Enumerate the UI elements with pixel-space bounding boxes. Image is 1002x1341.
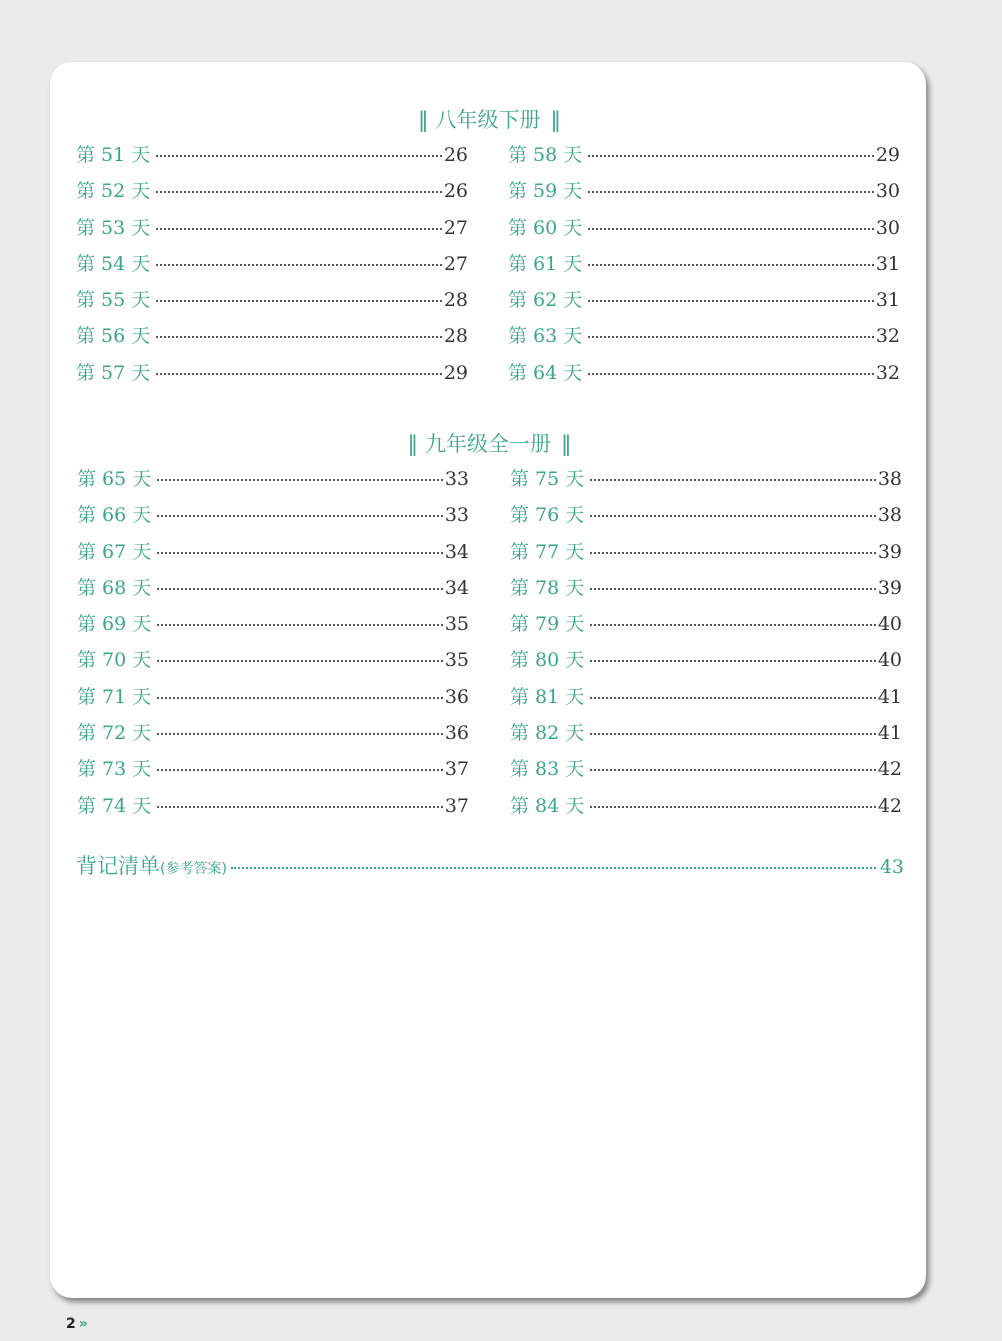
page-number: 32 bbox=[875, 325, 900, 348]
toc-entry[interactable] bbox=[76, 249, 468, 285]
entry-label: 第 76 天 bbox=[510, 504, 585, 527]
leader-dots bbox=[156, 373, 442, 375]
leader-dots bbox=[157, 806, 443, 808]
entry-label: 第 55 天 bbox=[76, 289, 151, 312]
page-number: 34 bbox=[444, 540, 469, 563]
leader-dots bbox=[157, 624, 443, 626]
toc-entry[interactable] bbox=[510, 682, 902, 718]
leader-dots bbox=[156, 191, 442, 193]
page-number: 39 bbox=[877, 576, 902, 599]
leader-dots bbox=[590, 733, 876, 735]
entry-label: 第 69 天 bbox=[77, 613, 152, 636]
entry-label: 第 59 天 bbox=[508, 180, 583, 203]
page-number: 41 bbox=[877, 722, 902, 745]
recitation-label: 背记清单 bbox=[76, 854, 160, 878]
leader-dots bbox=[156, 228, 442, 230]
entry-label: 第 68 天 bbox=[77, 576, 152, 599]
entry-label: 第 53 天 bbox=[76, 216, 151, 239]
toc-card bbox=[50, 62, 926, 1298]
toc-entry[interactable] bbox=[77, 682, 469, 718]
page-number: 26 bbox=[443, 144, 468, 166]
leader-dots bbox=[156, 336, 442, 338]
title-bar-icon: ‖ bbox=[550, 108, 558, 132]
toc-entry[interactable] bbox=[508, 321, 900, 357]
entry-label: 第 57 天 bbox=[76, 361, 151, 384]
entry-label: 第 65 天 bbox=[77, 468, 152, 490]
entry-label: 第 56 天 bbox=[76, 325, 151, 348]
entry-label: 第 61 天 bbox=[508, 252, 583, 275]
page-number: 34 bbox=[444, 576, 469, 599]
page-number: 37 bbox=[444, 758, 469, 781]
entry-label: 第 82 天 bbox=[510, 722, 585, 745]
footer bbox=[66, 1316, 88, 1332]
entry-label: 第 67 天 bbox=[77, 540, 152, 563]
page-number: 30 bbox=[875, 180, 900, 203]
footer-page-number: 2 bbox=[66, 1316, 76, 1332]
entry-label: 第 71 天 bbox=[77, 685, 152, 708]
section-title-grade9: ‖ 九年级全一册 ‖ bbox=[407, 432, 569, 456]
toc-entry[interactable] bbox=[510, 573, 902, 609]
toc-entry[interactable] bbox=[510, 464, 902, 500]
entry-label: 第 51 天 bbox=[76, 144, 151, 166]
entry-label: 第 63 天 bbox=[508, 325, 583, 348]
page-number: 31 bbox=[875, 252, 900, 275]
leader-dots bbox=[590, 515, 876, 517]
page-number: 27 bbox=[443, 252, 468, 275]
entry-label: 第 83 天 bbox=[510, 758, 585, 781]
toc-entry[interactable] bbox=[510, 537, 902, 573]
entry-label: 第 75 天 bbox=[510, 468, 585, 490]
leader-dots bbox=[588, 336, 874, 338]
page-number: 39 bbox=[877, 540, 902, 563]
toc-entry[interactable] bbox=[76, 358, 468, 394]
leader-dots bbox=[157, 588, 443, 590]
page-number: 28 bbox=[443, 325, 468, 348]
leader-dots bbox=[590, 697, 876, 699]
toc-entry[interactable] bbox=[76, 140, 468, 176]
toc-entry[interactable] bbox=[508, 213, 900, 249]
toc-entry[interactable] bbox=[77, 718, 469, 754]
leader-dots bbox=[590, 769, 876, 771]
toc-entry[interactable] bbox=[508, 358, 900, 394]
title-bar-icon: ‖ bbox=[561, 432, 569, 456]
toc-entry[interactable] bbox=[508, 140, 900, 176]
page-number: 38 bbox=[877, 504, 902, 527]
page-number: 29 bbox=[443, 361, 468, 384]
page-number: 33 bbox=[444, 504, 469, 527]
toc-entry[interactable] bbox=[76, 285, 468, 321]
leader-dots bbox=[588, 228, 874, 230]
entry-label: 第 54 天 bbox=[76, 252, 151, 275]
toc-entry[interactable] bbox=[510, 645, 902, 681]
leader-dots bbox=[157, 660, 443, 662]
page-number: 29 bbox=[875, 144, 900, 166]
entry-label: 第 78 天 bbox=[510, 576, 585, 599]
page-number: 32 bbox=[875, 361, 900, 384]
entry-label: 第 80 天 bbox=[510, 649, 585, 672]
page-number: 43 bbox=[879, 856, 904, 878]
page-number: 40 bbox=[877, 649, 902, 672]
page-number: 42 bbox=[877, 758, 902, 781]
leader-dots bbox=[157, 479, 443, 481]
section-title-grade8: ‖ 八年级下册 ‖ bbox=[418, 108, 558, 132]
entry-label: 第 60 天 bbox=[508, 216, 583, 239]
page-number: 27 bbox=[443, 216, 468, 239]
leader-dots bbox=[588, 373, 874, 375]
leader-dots bbox=[590, 806, 876, 808]
page-number: 42 bbox=[877, 794, 902, 817]
toc-entry[interactable] bbox=[76, 176, 468, 212]
page-number: 36 bbox=[444, 685, 469, 708]
page-number: 35 bbox=[444, 613, 469, 636]
toc-entry[interactable] bbox=[77, 464, 469, 500]
toc-column-left bbox=[77, 464, 469, 827]
entry-label: 第 52 天 bbox=[76, 180, 151, 203]
title-bar-icon: ‖ bbox=[407, 432, 415, 456]
toc-entry[interactable] bbox=[77, 645, 469, 681]
entry-label: 第 64 天 bbox=[508, 361, 583, 384]
page-number: 41 bbox=[877, 685, 902, 708]
toc-entry[interactable] bbox=[510, 791, 902, 827]
toc-entry[interactable] bbox=[77, 791, 469, 827]
leader-dots bbox=[588, 191, 874, 193]
entry-label: 第 58 天 bbox=[508, 144, 583, 166]
toc-entry[interactable] bbox=[508, 249, 900, 285]
leader-dots bbox=[156, 264, 442, 266]
leader-dots bbox=[157, 769, 443, 771]
toc-column-left bbox=[76, 140, 468, 394]
entry-label: 第 84 天 bbox=[510, 794, 585, 817]
leader-dots bbox=[157, 697, 443, 699]
entry-label: 第 62 天 bbox=[508, 289, 583, 312]
leader-dots bbox=[590, 660, 876, 662]
leader-dots bbox=[231, 867, 876, 869]
toc-entry[interactable] bbox=[77, 609, 469, 645]
leader-dots bbox=[157, 515, 443, 517]
page-number: 40 bbox=[877, 613, 902, 636]
page-number: 36 bbox=[444, 722, 469, 745]
entry-label: 第 72 天 bbox=[77, 722, 152, 745]
page-number: 30 bbox=[875, 216, 900, 239]
leader-dots bbox=[157, 733, 443, 735]
entry-label: 第 73 天 bbox=[77, 758, 152, 781]
leader-dots bbox=[590, 479, 876, 481]
leader-dots bbox=[588, 155, 874, 157]
page-number: 35 bbox=[444, 649, 469, 672]
toc-entry[interactable] bbox=[76, 321, 468, 357]
page-number: 37 bbox=[444, 794, 469, 817]
page-number: 26 bbox=[443, 180, 468, 203]
toc-entry[interactable] bbox=[77, 754, 469, 790]
page-number: 28 bbox=[443, 289, 468, 312]
toc-entry[interactable] bbox=[508, 176, 900, 212]
leader-dots bbox=[588, 300, 874, 302]
double-arrow-icon: » bbox=[78, 1316, 88, 1332]
toc-entry[interactable] bbox=[77, 537, 469, 573]
toc-column-right bbox=[510, 464, 902, 827]
entry-label: 第 66 天 bbox=[77, 504, 152, 527]
page-number: 38 bbox=[877, 468, 902, 490]
recitation-sub-label: (参考答案) bbox=[160, 861, 227, 877]
leader-dots bbox=[156, 300, 442, 302]
toc-entry-recitation-list[interactable] bbox=[76, 850, 904, 880]
leader-dots bbox=[590, 588, 876, 590]
page-number: 33 bbox=[444, 468, 469, 490]
entry-label: 第 77 天 bbox=[510, 540, 585, 563]
toc-entry[interactable] bbox=[510, 609, 902, 645]
toc-entry[interactable] bbox=[77, 573, 469, 609]
toc-entry[interactable] bbox=[77, 500, 469, 536]
toc-entry[interactable] bbox=[510, 500, 902, 536]
toc-entry[interactable] bbox=[510, 718, 902, 754]
page-number: 31 bbox=[875, 289, 900, 312]
leader-dots bbox=[156, 155, 442, 157]
leader-dots bbox=[590, 552, 876, 554]
entry-label: 第 79 天 bbox=[510, 613, 585, 636]
leader-dots bbox=[157, 552, 443, 554]
leader-dots bbox=[590, 624, 876, 626]
toc-entry[interactable] bbox=[76, 213, 468, 249]
leader-dots bbox=[588, 264, 874, 266]
toc-entry[interactable] bbox=[508, 285, 900, 321]
entry-label: 第 81 天 bbox=[510, 685, 585, 708]
toc-entry[interactable] bbox=[510, 754, 902, 790]
title-bar-icon: ‖ bbox=[418, 108, 426, 132]
entry-label: 第 74 天 bbox=[77, 794, 152, 817]
toc-column-right bbox=[508, 140, 900, 394]
entry-label: 第 70 天 bbox=[77, 649, 152, 672]
